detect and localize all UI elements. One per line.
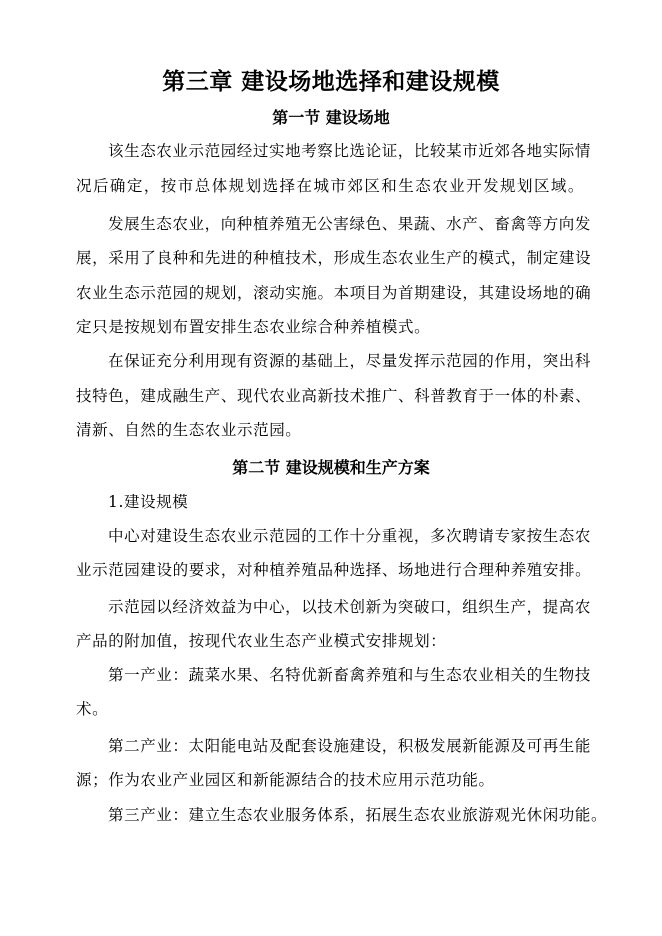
paragraph-line: 发展生态农业，向种植养殖无公害绿色、果蔬、水产、畜禽等方向发 xyxy=(108,215,592,233)
paragraph-line: 技特色，建成融生产、现代农业高新技术推广、科普教育于一体的朴素、 xyxy=(76,387,592,405)
chapter-title: 第三章 建设场地选择和建设规模 xyxy=(162,68,500,95)
paragraph-line: 第二产业：太阳能电站及配套设施建设，积极发展新能源及可再生能 xyxy=(108,737,592,755)
paragraph-line: 况后确定，按市总体规划选择在城市郊区和生态农业开发规划区域。 xyxy=(76,177,584,195)
paragraph-line: 源；作为农业产业园区和新能源结合的技术应用示范功能。 xyxy=(76,771,495,789)
paragraph-line: 在保证充分利用现有资源的基础上，尽量发挥示范园的作用，突出科 xyxy=(108,352,592,370)
section-title: 第二节 建设规模和生产方案 xyxy=(232,458,430,477)
paragraph-line: 该生态农业示范园经过实地考察比选论证，比较某市近郊各地实际情 xyxy=(108,142,592,160)
paragraph-line: 示范园以经济效益为中心，以技术创新为突破口，组织生产，提高农 xyxy=(108,598,592,616)
subheading: 1.建设规模 xyxy=(108,493,189,511)
section-title: 第一节 建设场地 xyxy=(272,108,390,127)
paragraph-line: 第三产业：建立生态农业服务体系，拓展生态农业旅游观光休闲功能。 xyxy=(108,806,608,824)
paragraph-line: 农业生态示范园的规划，滚动实施。本项目为首期建设，其建设场地的确 xyxy=(76,284,592,302)
paragraph-line: 业示范园建设的要求，对种植养殖品种选择、场地进行合理种养殖安排。 xyxy=(76,561,592,579)
paragraph-line: 中心对建设生态农业示范园的工作十分重视，多次聘请专家按生态农 xyxy=(108,527,592,545)
paragraph-line: 展，采用了良种和先进的种植技术，形成生态农业生产的模式，制定建设 xyxy=(76,249,592,267)
paragraph-line: 定只是按规划布置安排生态农业综合种养植模式。 xyxy=(76,318,431,336)
paragraph-line: 产品的附加值，按现代农业生态产业模式安排规划： xyxy=(76,632,447,650)
paragraph-line: 清新、自然的生态农业示范园。 xyxy=(76,421,302,439)
paragraph-line: 第一产业：蔬菜水果、名特优新畜禽养殖和与生态农业相关的生物技 xyxy=(108,666,592,684)
paragraph-line: 术。 xyxy=(76,700,109,718)
